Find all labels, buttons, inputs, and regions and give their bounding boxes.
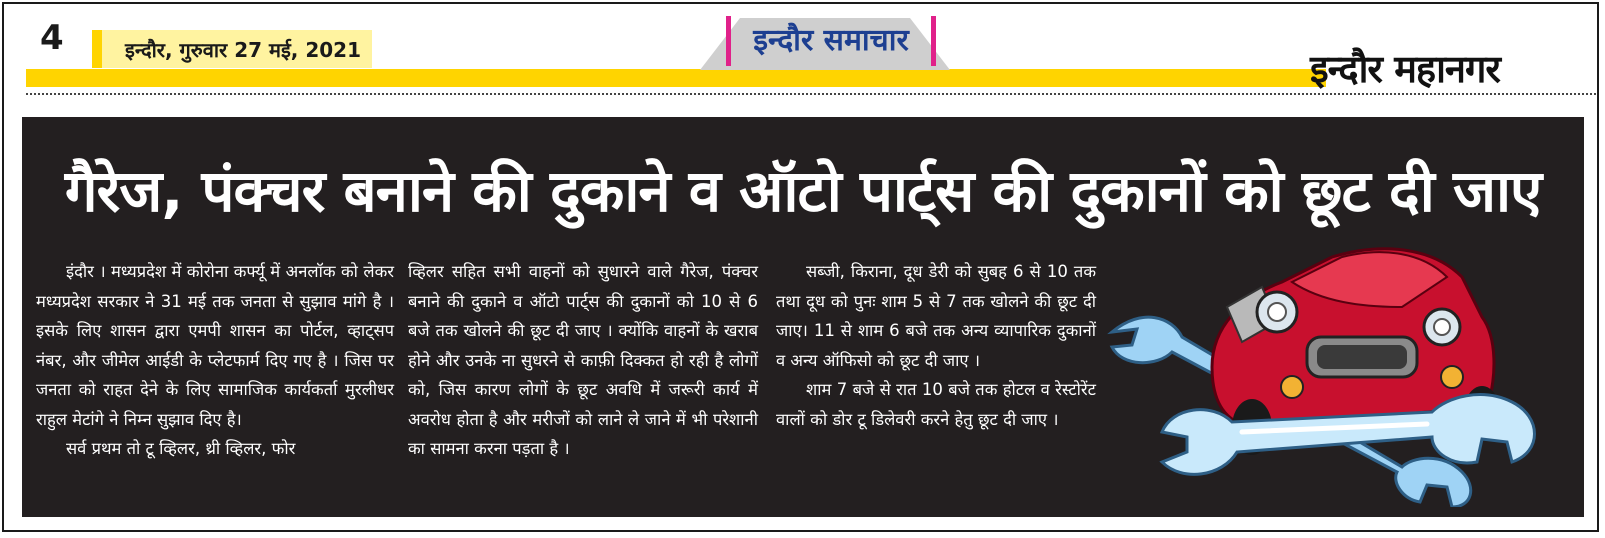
paragraph: शाम 7 बजे से रात 10 बजे तक होटल व रेस्टोरेंट वालों को डोर टू डिलेवरी करने हेतु छूट दी जाए । [776, 380, 1096, 429]
article-headline: गैरेज, पंक्चर बनाने की दुकाने व ऑटो पार्ट्स की दुकानों को छूट दी जाए [64, 157, 1542, 225]
article-column-2 [408, 257, 758, 464]
article-panel [22, 117, 1584, 517]
page-number: 4 [40, 18, 64, 58]
paragraph: सब्जी, किराना, दूध डेरी को सुबह 6 से 10 तक तथा दूध को पुनः शाम 5 से 7 तक खोलने की छूट दी जाए। 11 से शाम 6 बजे तक अन्य व्यापारिक दुकानों व अन्य ऑफिसो को छूट दी जाए । [776, 262, 1096, 370]
article-column-3 [776, 257, 1096, 434]
masthead [726, 16, 936, 66]
article-column-1 [36, 257, 394, 464]
car-wrench-illustration [1102, 237, 1572, 507]
section-title: इन्दौर समाचार [753, 23, 909, 58]
brand-logo-text: इन्दौर महानगर [1310, 47, 1500, 91]
paragraph: व्हिलर सहित सभी वाहनों को सुधारने वाले गैरेज, पंक्चर बनाने की दुकाने व ऑटो पार्ट्स की दुकानों को 10 से 6 बजे तक खोलने की छूट दी जाए । क्योंकि वाहनों के खराब होने और उनके ना सुधरने से काफ़ी दिक्कत हो रही है लोगों को, जिस कारण लोगों के छूट अवधि में जरूरी कार्य में अवरोध होता है और मरीजों को लाने ले जाने में भी परेशानी का सामना करना पड़ता है । [408, 262, 758, 458]
paragraph: सर्व प्रथम तो टू व्हिलर, थ्री व्हिलर, फोर [66, 439, 296, 458]
header-divider [26, 93, 1596, 95]
header-yellow-bar [26, 69, 1326, 87]
date-line: इन्दौर, गुरुवार 27 मई, 2021 [125, 38, 362, 62]
paragraph: इंदौर । मध्यप्रदेश में कोरोना कर्फ्यू में अनलॉक को लेकर मध्यप्रदेश सरकार ने 31 मई तक जनता से सुझाव मांगे है । इसके लिए शासन द्वारा एमपी शासन का पोर्टल, व्हाट्सप नंबर, और जीमेल आईडी के प्लेटफार्म दिए गए है । जिस पर जनता को राहत देने के लिए सामाजिक कार्यकर्ता मुरलीधर राहुल मेटांगे ने निम्न सुझाव दिए है। [36, 262, 394, 429]
